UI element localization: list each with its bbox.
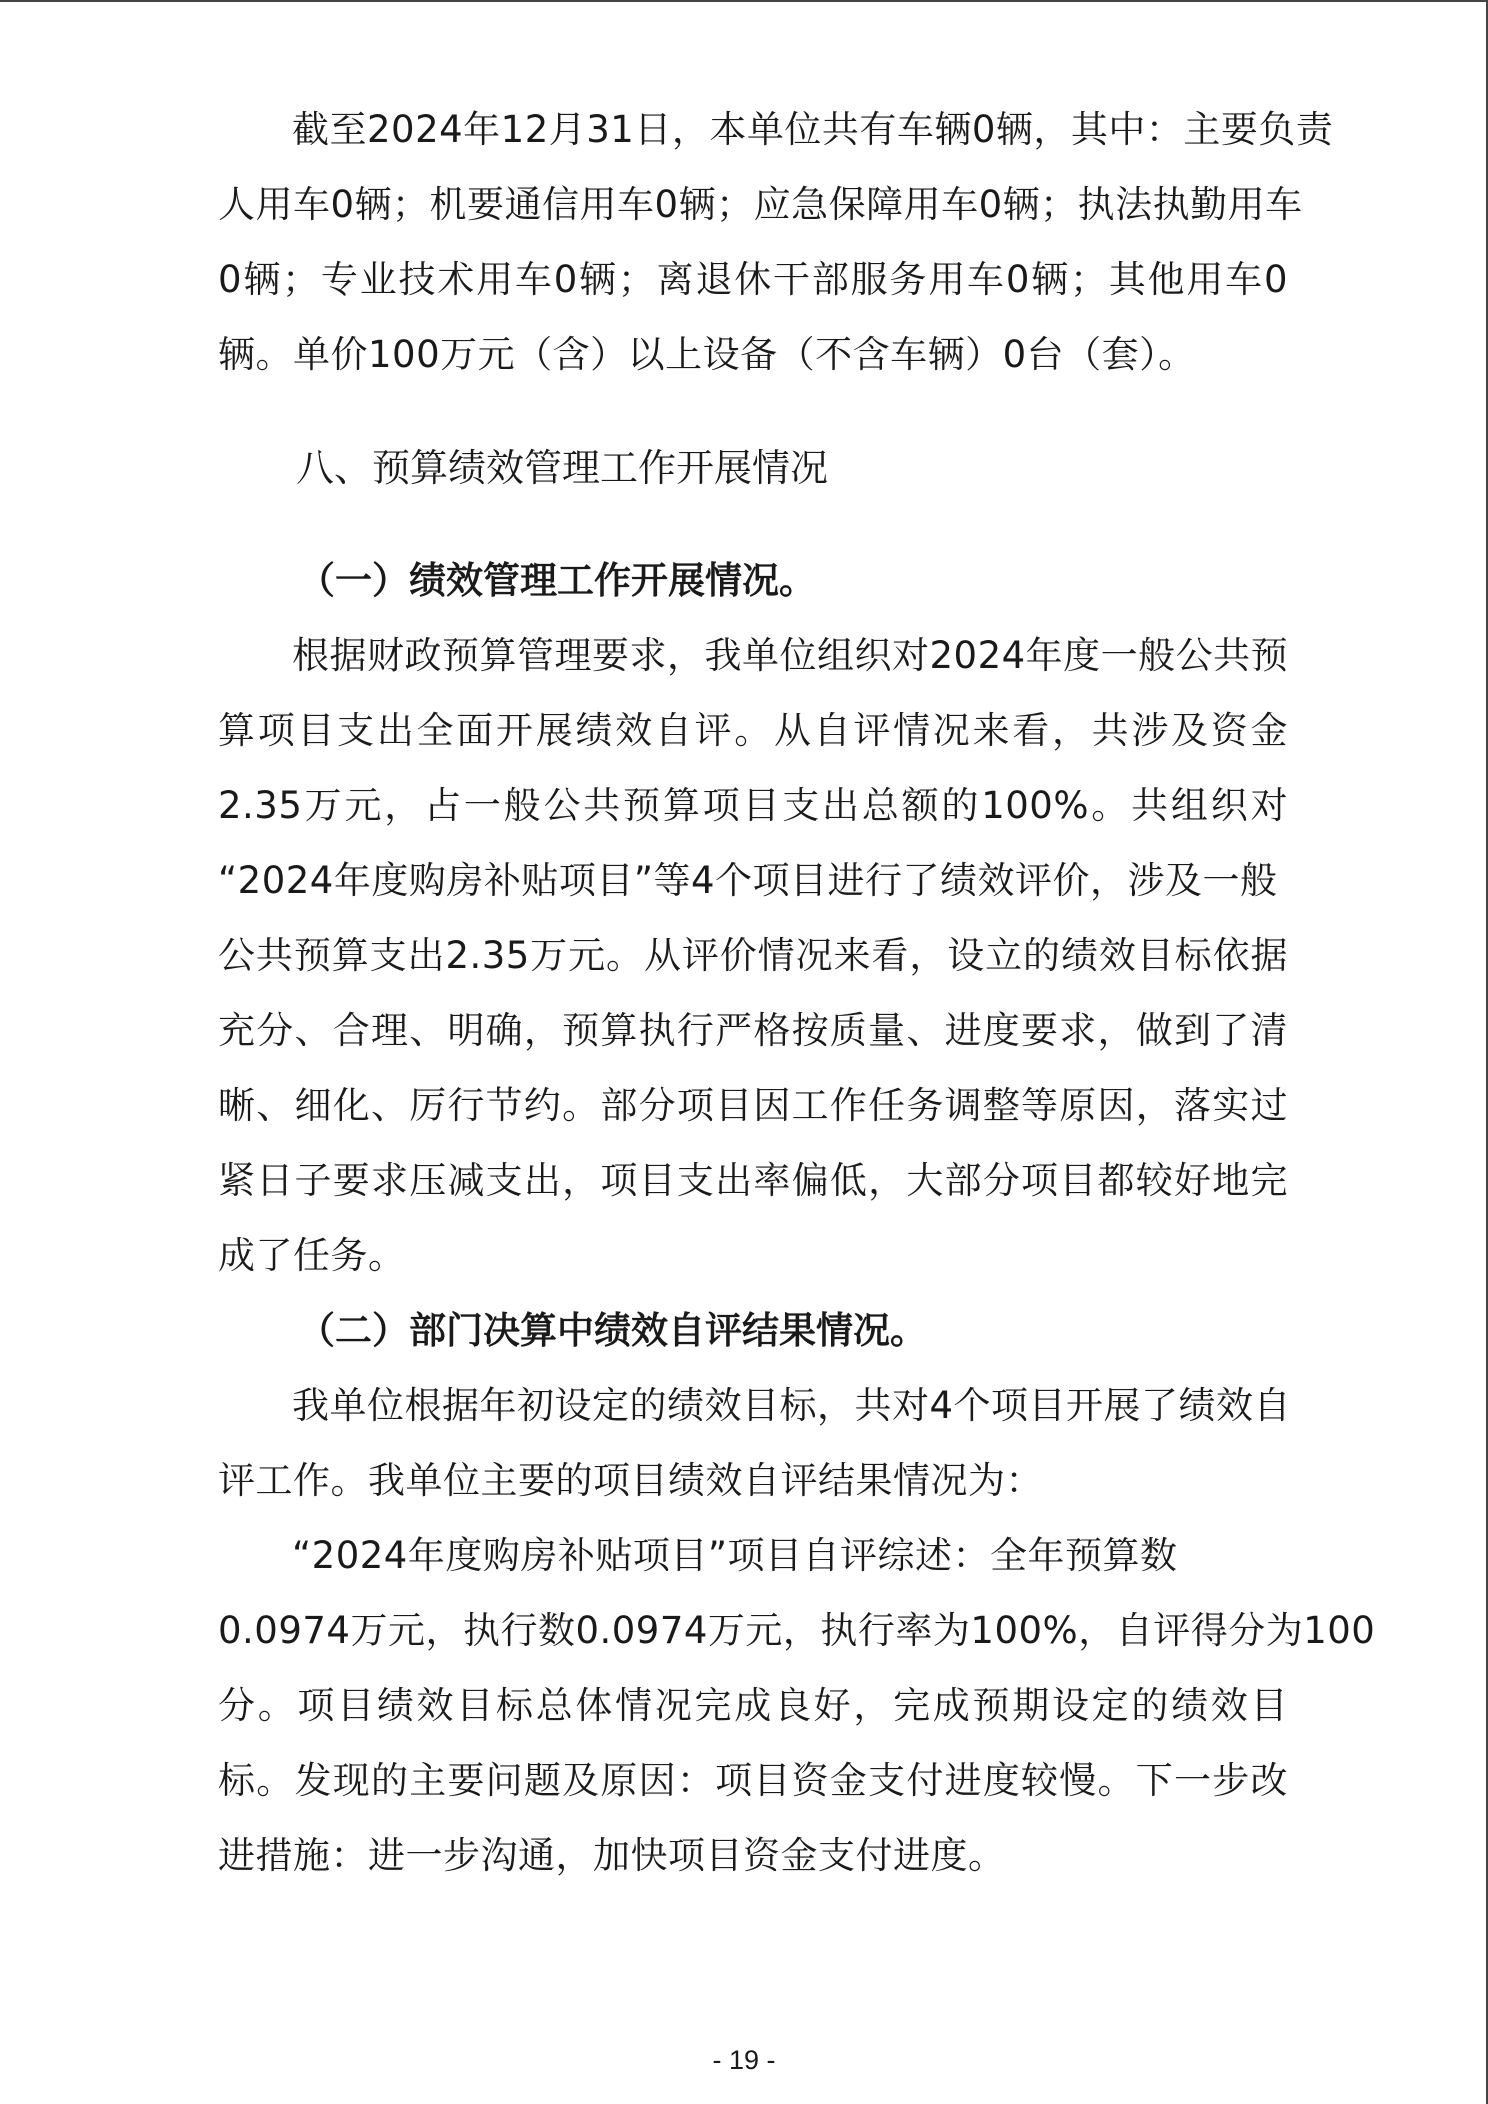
text-line: 评工作。我单位主要的项目绩效自评结果情况为： — [218, 1459, 1043, 1502]
text-line: 人用车0辆；机要通信用车0辆；应急保障用车0辆；执法执勤用车 — [218, 183, 1303, 226]
subsection-heading: （一）绩效管理工作开展情况。 — [298, 559, 816, 602]
text-line: 进措施：进一步沟通，加快项目资金支付进度。 — [218, 1834, 1006, 1877]
text-line: 根据财政预算管理要求，我单位组织对2024年度一般公共预 — [292, 634, 1289, 677]
text-line: 充分、合理、明确，预算执行严格按质量、进度要求，做到了清 — [218, 1009, 1288, 1052]
text-line: 2.35万元，占一般公共预算项目支出总额的100%。共组织对 — [218, 784, 1288, 827]
text-line: 算项目支出全面开展绩效自评。从自评情况来看，共涉及资金 — [218, 709, 1288, 752]
text-line: 晰、细化、厉行节约。部分项目因工作任务调整等原因，落实过 — [218, 1084, 1288, 1127]
text-line: 标。发现的主要问题及原因：项目资金支付进度较慢。下一步改 — [218, 1759, 1288, 1802]
text-line: 公共预算支出2.35万元。从评价情况来看，设立的绩效目标依据 — [218, 934, 1288, 977]
text-line: 0辆；专业技术用车0辆；离退休干部服务用车0辆；其他用车0 — [218, 258, 1288, 301]
text-line: 辆。单价100万元（含）以上设备（不含车辆）0台（套）。 — [218, 333, 1196, 376]
subsection-heading: （二）部门决算中绩效自评结果情况。 — [298, 1309, 927, 1352]
text-line: 0.0974万元，执行数0.0974万元，执行率为100%，自评得分为100 — [218, 1609, 1376, 1652]
text-line: 分。项目绩效目标总体情况完成良好，完成预期设定的绩效目 — [218, 1684, 1288, 1727]
text-line: 成了任务。 — [218, 1234, 406, 1277]
text-line: 截至2024年12月31日，本单位共有车辆0辆，其中：主要负责 — [292, 108, 1334, 151]
text-line: “2024年度购房补贴项目”等4个项目进行了绩效评价，涉及一般 — [218, 859, 1278, 902]
text-line: 我单位根据年初设定的绩效目标，共对4个项目开展了绩效自 — [292, 1384, 1292, 1427]
page-number: - 19 - — [712, 2045, 776, 2075]
text-line: 紧日子要求压减支出，项目支出率偏低，大部分项目都较好地完 — [218, 1159, 1288, 1202]
section-heading: 八、预算绩效管理工作开展情况 — [296, 446, 829, 490]
text-line: “2024年度购房补贴项目”项目自评综述：全年预算数 — [292, 1534, 1178, 1577]
